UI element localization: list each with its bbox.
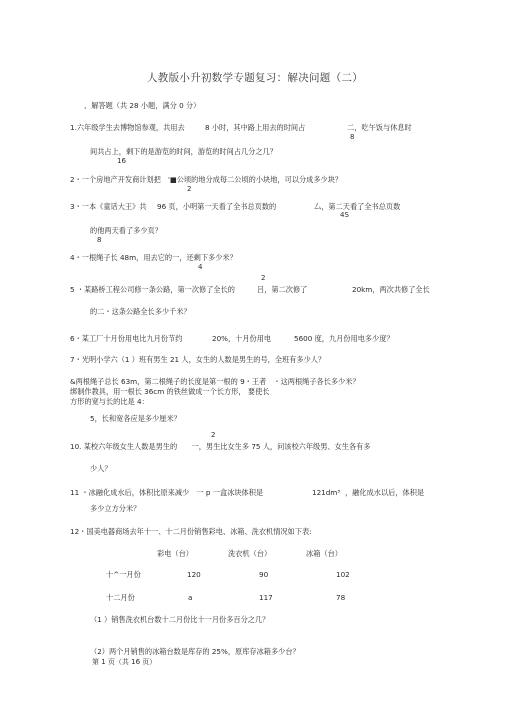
q3-rest: 厶，第二天看了全书总页数 bbox=[314, 202, 401, 211]
table-cell: 102 bbox=[336, 570, 350, 579]
table-cell: 90 bbox=[259, 570, 269, 579]
q6-pct: 20%，十月份用电 bbox=[212, 334, 272, 343]
table-row-label: 十^一月份 bbox=[106, 570, 141, 579]
q11-vol: 121dm³ bbox=[312, 488, 341, 497]
q3-den: 4S bbox=[340, 211, 349, 219]
table-header-tv: 彩电（台） bbox=[157, 549, 193, 558]
q5-line1: 5 ・某路桥工程公司修一条公路，第一次修了全长的 bbox=[70, 285, 235, 294]
q8-line4: 5，长和宽各应是多少厘米？ bbox=[90, 414, 181, 423]
q10-num: 2 bbox=[211, 431, 216, 439]
q7-line: 7・光明小学六（1 ）班有男生 21 人，女生的人数是男生的号，全班有多少人？ bbox=[70, 355, 326, 364]
table-cell: 117 bbox=[259, 593, 273, 602]
q1-frac-den: 8 bbox=[350, 133, 355, 141]
q6-tail: 5600 度，九月份用电多少度？ bbox=[294, 334, 394, 343]
table-header-fridge: 冰箱（台） bbox=[306, 549, 342, 558]
q1-den2: 16 bbox=[117, 157, 126, 165]
q10-line2: 少人？ bbox=[90, 464, 112, 473]
q4-den: 4 bbox=[198, 263, 203, 271]
q5-line2: 的二・这条公路全长多少千米？ bbox=[90, 307, 191, 316]
q1-line1: 1.六年级学生去博物馆参观，共用去 bbox=[70, 123, 185, 132]
q3-den2: 8 bbox=[97, 236, 102, 244]
q4-line: 4・一根绳子长 48m，用去它的一，还剩下多少米？ bbox=[70, 253, 237, 262]
table-cell: 120 bbox=[187, 570, 201, 579]
page-footer: 第 1 页（共 16 页） bbox=[92, 658, 157, 666]
section-heading: 、解答题（共 28 小题，满分 0 分） bbox=[84, 101, 201, 110]
table-header-washer: 洗衣机（台） bbox=[228, 549, 272, 558]
q1-frac-num: 二，吃午饭与休息时 bbox=[347, 123, 412, 132]
table-cell: a bbox=[188, 593, 193, 602]
q5-tail: 20km，两次共修了全长 bbox=[352, 285, 430, 294]
q12-sub2: （2）两个月销售的冰箱台数是库存的 25%，原库存冰箱多少台？ bbox=[90, 647, 300, 656]
q11-line2: 多少立方分米？ bbox=[90, 504, 141, 513]
q8-line2: 绑制作教具，用一根长 36cm 的铁丝做成一个长方形， 要使长 bbox=[70, 387, 270, 396]
q8-line1: &两根绳子总长 63m，第二根绳子的长度是第一根的 9・王者 ・这两根绳子各长多少米？ bbox=[70, 377, 360, 386]
page-title: 人教版小升初数学专题复习：解决问题（二） bbox=[147, 72, 363, 84]
q3-line1: 3・一本《童话大王》共 bbox=[70, 202, 147, 211]
q12-sub1: （1 ）销售洗衣机台数十二月份比十一月份多百分之几？ bbox=[90, 615, 270, 624]
q3-line2: 的他两天看了多少页？ bbox=[90, 226, 162, 235]
q5-mid: 吕，第二次修了 bbox=[257, 285, 308, 294]
q1-mid: 8 小时，其中路上用去的时间占 bbox=[205, 123, 306, 132]
q11-tail: ，融化成水以后，体积是 bbox=[345, 488, 425, 497]
q10-line1: 10. 某校六年级女生人数是男生的 一，男生比女生多 75 人，问该校六年级男、女生各有多 bbox=[70, 442, 371, 451]
q12-line: 12・国美电器商场去年十一、十二月份销售彩电、冰箱、洗衣机情况如下表: bbox=[70, 527, 312, 536]
q5-num: 2 bbox=[261, 274, 266, 282]
q8-line3: 方形的宽与长的比是 4： bbox=[70, 397, 149, 406]
table-row-label: 十二月份 bbox=[106, 593, 135, 602]
q6-line: 6・某工厂十月份用电比九月份节约 bbox=[70, 334, 183, 343]
table-cell: 78 bbox=[336, 593, 346, 602]
q2-sub: 2 bbox=[187, 185, 192, 193]
q3-pages: 96 页，小明第一天看了全书总页数的 bbox=[157, 202, 277, 211]
q2-line: 2・一个房地产开发商计划把 '■公顷的地分成每二公顷的小块地，可以分成多少块？ bbox=[70, 175, 343, 184]
q11-line1: 11 ・冰融化成水后，体积比原来减少 一 p 一盒冰块体积是 bbox=[70, 488, 264, 497]
q1-line2: 间共占上，剩下的是游览的时间，游览的时间占几分之几？ bbox=[90, 147, 277, 156]
